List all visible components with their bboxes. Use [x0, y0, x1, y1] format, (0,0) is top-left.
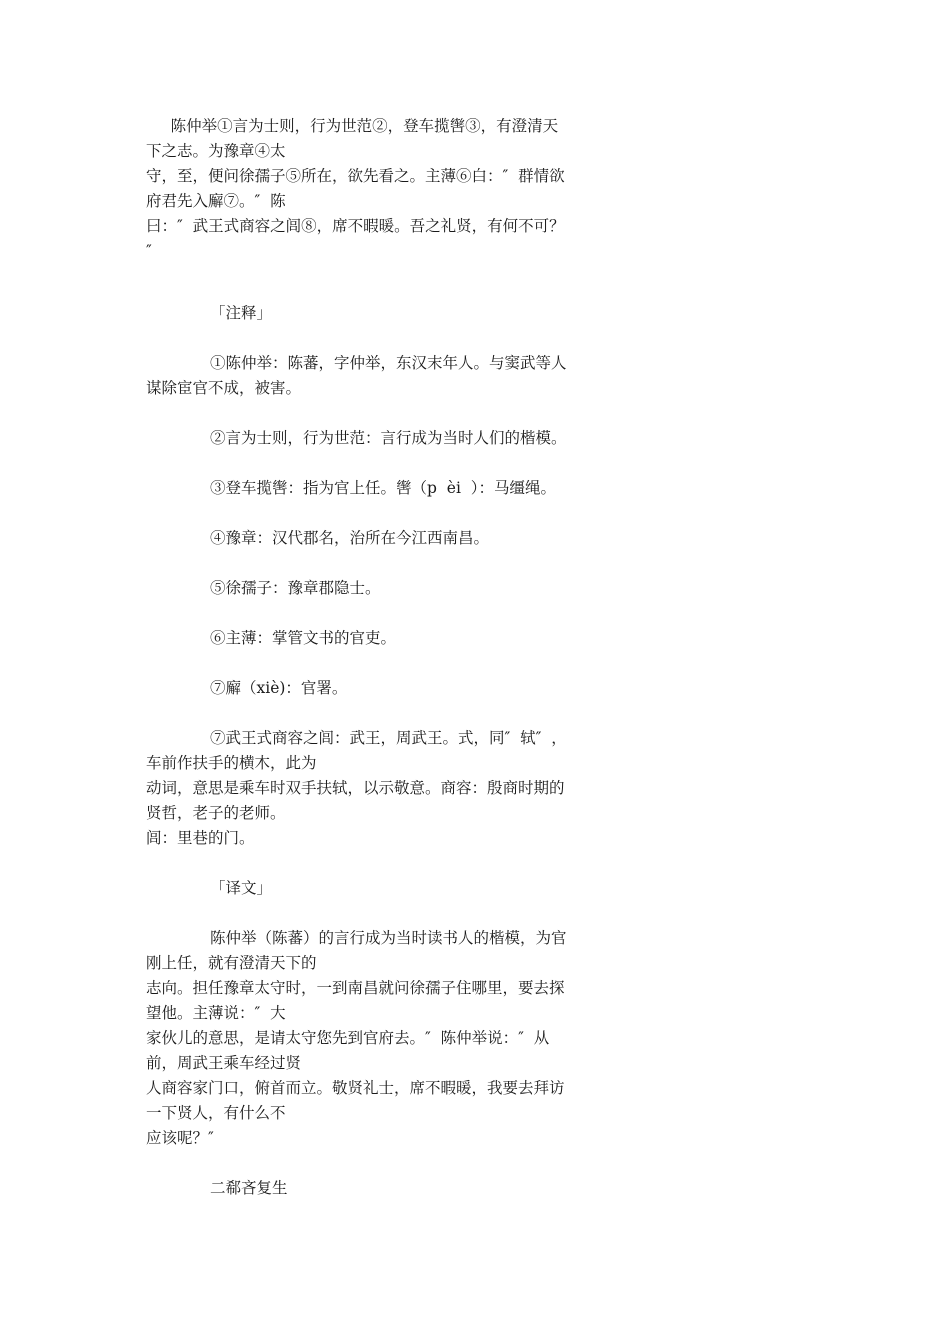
text-line: 下之志。为豫章④太 [146, 142, 286, 160]
text-line: 车前作扶手的横木，此为 [146, 754, 317, 772]
text-line: ⑦武王式商容之闾：武王，周武王。式，同″ 轼″ ， [210, 729, 567, 747]
translation-paragraph [146, 926, 608, 1151]
note-item [146, 726, 608, 851]
note-item [146, 426, 608, 451]
story-paragraph [146, 114, 608, 264]
note-item [146, 476, 608, 501]
document-body [146, 114, 608, 1201]
text-line: ④豫章：汉代郡名，治所在今江西南昌。 [210, 529, 490, 547]
note-item [146, 576, 608, 601]
text-line: 应该呢？″ [146, 1129, 214, 1147]
note-item [146, 676, 608, 701]
text-line: 陈仲举（陈蕃）的言行成为当时读书人的楷模，为官 [210, 929, 567, 947]
text-line: 一下贤人，有什么不 [146, 1104, 286, 1122]
text-line: ″ [146, 242, 152, 260]
text-line: 谋除宦官不成，被害。 [146, 379, 302, 397]
text-line: ③登车揽辔：指为官上任。辔（p èi ）：马缰绳。 [210, 479, 557, 497]
text-line: 府君先入廨⑦。″ 陈 [146, 192, 286, 210]
text-line: 闾：里巷的门。 [146, 829, 255, 847]
text-line: 曰：″ 武王式商容之闾⑧，席不暇暖。吾之礼贤，有何不可？ [146, 217, 565, 235]
note-item [146, 626, 608, 651]
text-line: ⑥主薄：掌管文书的官吏。 [210, 629, 397, 647]
text-line: 人商容家门口，俯首而立。敬贤礼士，席不暇暖，我要去拜访 [146, 1079, 565, 1097]
next-section-title: 二郗吝复生 [210, 1179, 288, 1197]
text-line: 家伙儿的意思，是请太守您先到官府去。″ 陈仲举说：″ 从 [146, 1029, 550, 1047]
text-line: 动词，意思是乘车时双手扶轼，以示敬意。商容：殷商时期的 [146, 779, 565, 797]
text-line: 守，至，便问徐孺子⑤所在，欲先看之。主薄⑥白：″ 群情欲 [146, 167, 565, 185]
note-item [146, 526, 608, 551]
text-line: 望他。主薄说：″ 大 [146, 1004, 286, 1022]
text-line: 前，周武王乘车经过贤 [146, 1054, 302, 1072]
text-line: 志向。担任豫章太守时，一到南昌就问徐孺子住哪里，要去探 [146, 979, 565, 997]
text-line: 刚上任，就有澄清天下的 [146, 954, 317, 972]
text-line: ①陈仲举：陈蕃，字仲举，东汉末年人。与窦武等人 [210, 354, 567, 372]
text-line: 贤哲，老子的老师。 [146, 804, 286, 822]
translation-heading: 「译文」 [210, 879, 273, 897]
text-line: ⑦廨（xiè)：官署。 [210, 679, 348, 697]
text-line: ⑤徐孺子：豫章郡隐士。 [210, 579, 381, 597]
text-line: 陈仲举①言为士则，行为世范②，登车揽辔③，有澄清天 [146, 117, 559, 135]
text-line: ②言为士则，行为世范：言行成为当时人们的楷模。 [210, 429, 567, 447]
notes-heading: 「注释」 [210, 304, 273, 322]
note-item [146, 351, 608, 401]
